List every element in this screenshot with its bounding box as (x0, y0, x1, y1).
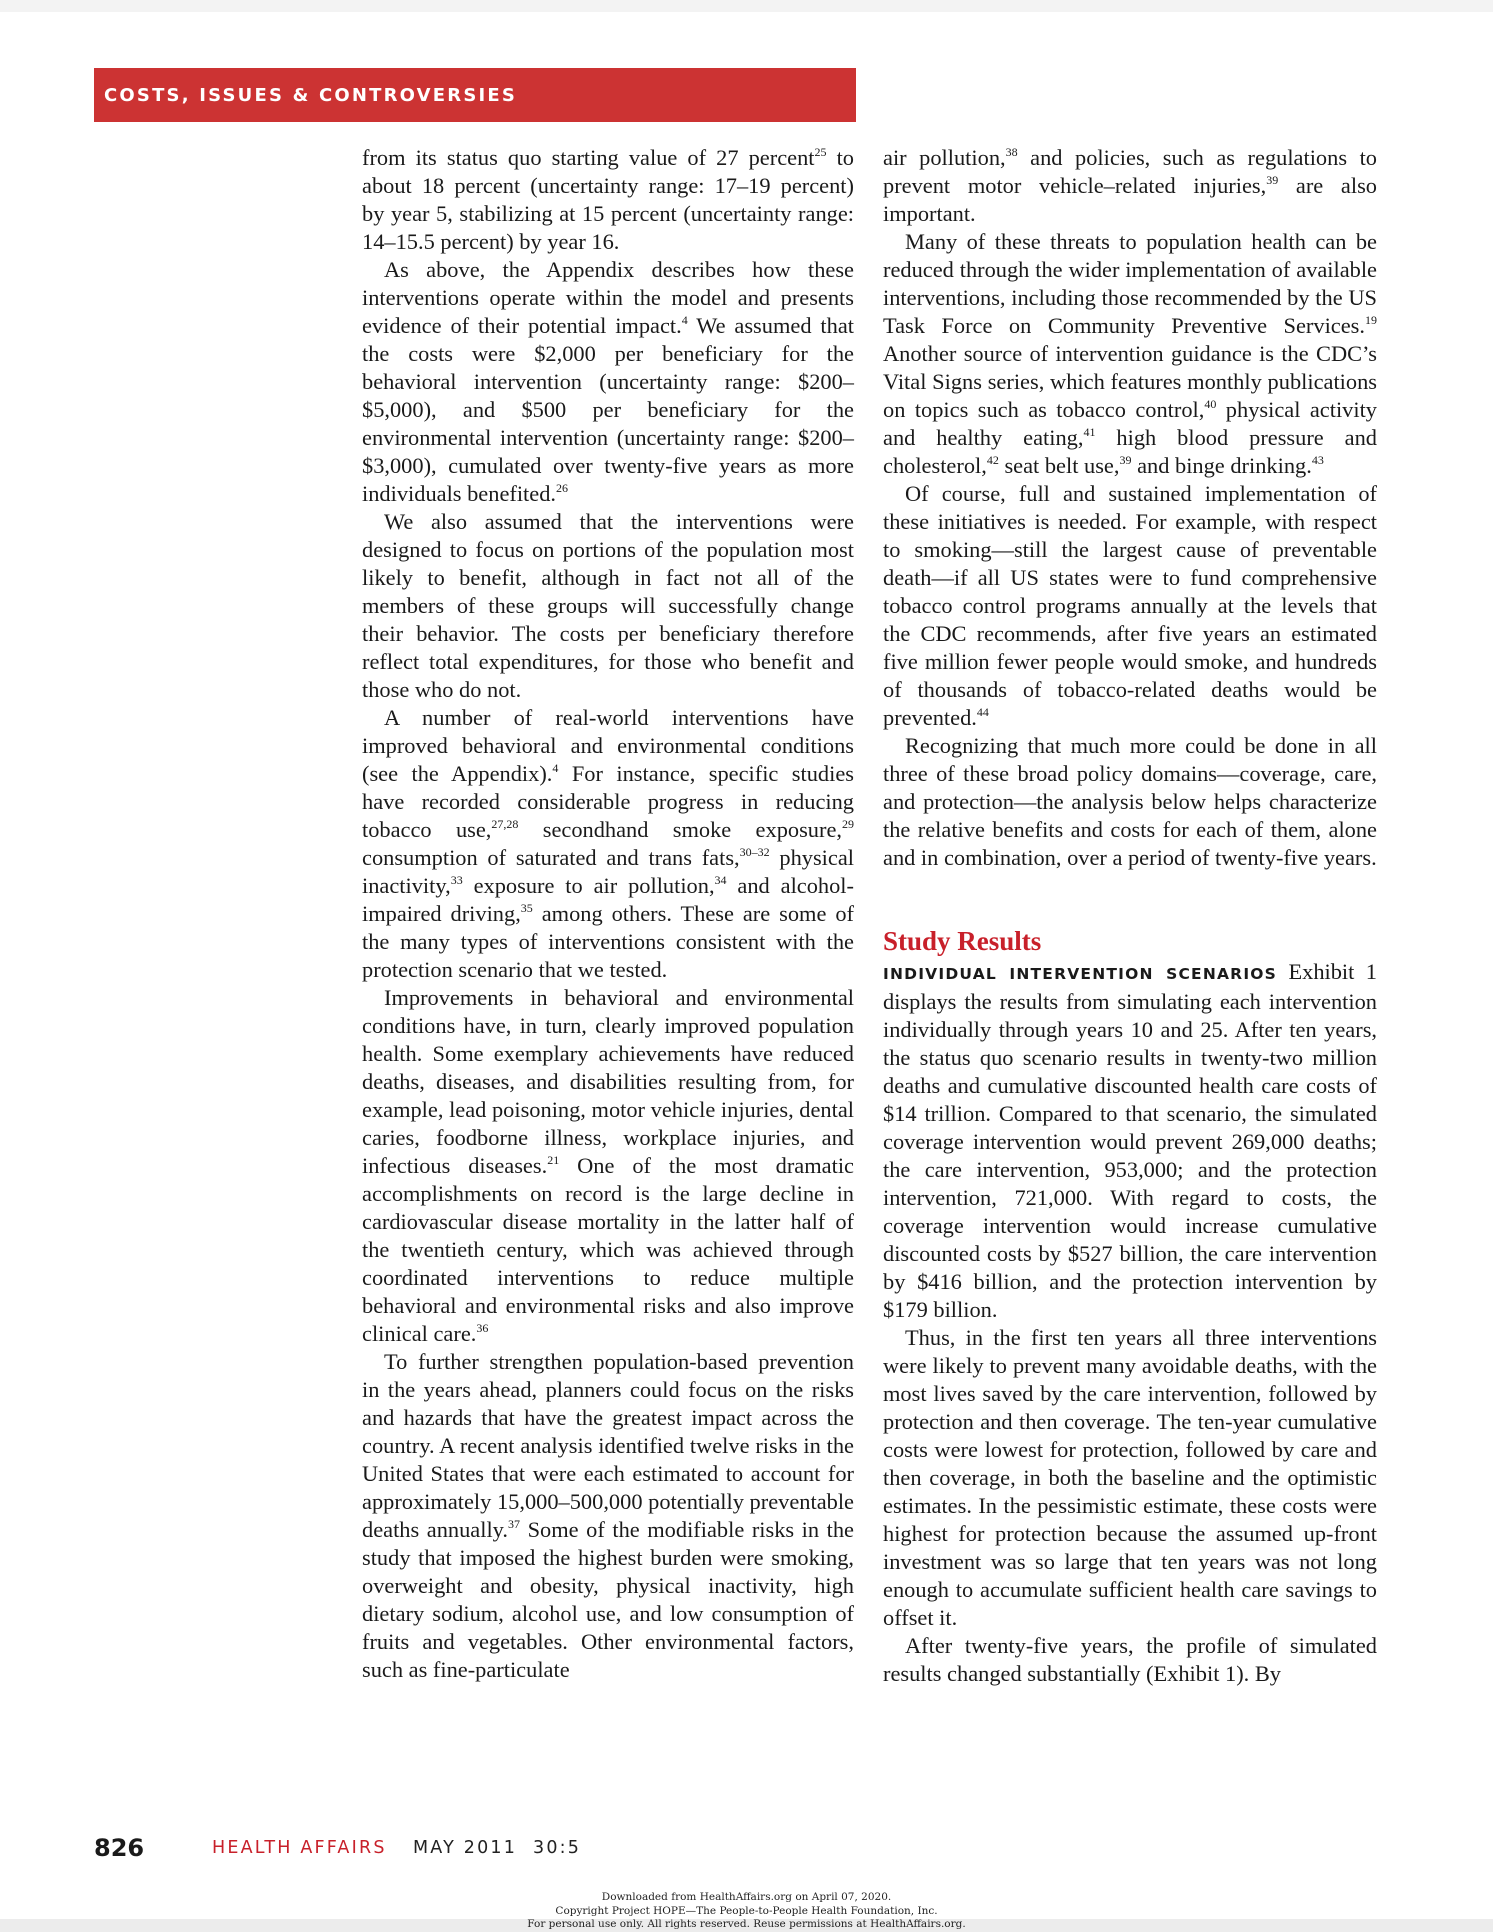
text-run: Thus, in the first ten years all three interventions were likely to prevent many avoidable deaths, with the most lives saved by the care intervention, followed by protection and then coverage. The ten-year cumulative costs were lowest for protection, followed by care and then coverage, in both the baseline and the optimistic estimates. In the pessimistic estimate, these costs were highest for protection because the assumed up-front investment was so large that ten years was not long enough to accumulate sufficient health care savings to offset it. (883, 1325, 1377, 1630)
text-run: physical activity and healthy eating, (883, 397, 1378, 450)
text-run: Exhibit 1 displays the results from simulating each intervention individually through years 10 and 25. After ten years, the status quo scenario results in twenty-two million deaths and cumulative discounted health care costs of $14 trillion. Compared to that scenario, the simulated coverage intervention would prevent 269,000 deaths; the care intervention, 953,000; and the protection intervention, 721,000. With regard to costs, the coverage intervention would increase cumulative discounted costs by $527 billion, the care intervention by $416 billion, and the protection intervention by $179 billion. (883, 959, 1377, 1322)
reference-superscript: 38 (1005, 145, 1018, 159)
paragraph (883, 144, 1377, 228)
text-run: to about 18 percent (uncertainty range: 17–19 percent) by year 5, stabilizing at 15 percent (uncertainty range: 14–15.5 percent) by year 16. (362, 145, 854, 254)
text-run: Of course, full and sustained implementation of these initiatives is needed. For example, with respect to smoking—still the largest cause of preventable death—if all US states were to fund comprehensive tobacco control programs annually at the levels that the CDC recommends, after five years an estimated five million fewer people would smoke, and hundreds of thousands of tobacco-related deaths would be prevented. (883, 481, 1377, 730)
download-notice-line: Downloaded from HealthAffairs.org on April 07, 2020. (601, 1891, 892, 1903)
reference-superscript: 19 (1365, 313, 1377, 327)
reference-superscript: 41 (1083, 425, 1096, 439)
text-run: For instance, specific studies have recorded considerable progress in reducing tobacco use, (362, 761, 854, 842)
text-run: and alcohol-impaired driving, (362, 873, 854, 926)
text-run: high blood pressure and cholesterol, (883, 425, 1378, 478)
section-banner (94, 68, 856, 122)
reference-superscript: 29 (842, 817, 854, 831)
paragraph (362, 144, 854, 256)
reference-superscript: 25 (814, 145, 827, 159)
page-number: 826 (94, 1834, 145, 1862)
text-run: seat belt use, (998, 453, 1120, 478)
text-run: Some of the modifiable risks in the study that imposed the highest burden were smoking, overweight and obesity, physical inactivity, high dietary sodium, alcohol use, and low consumption of fruits and vegetables. Other environmental factors, such as fine-particulate (362, 1517, 855, 1682)
text-run: A number of real-world interventions have improved behavioral and environmental conditions (see the Appendix). (362, 705, 854, 786)
right-column-bottom-paragraphs (883, 958, 1377, 1688)
left-text-column (362, 144, 854, 1684)
reference-superscript: 37 (508, 1517, 521, 1531)
study-results-heading: Study Results (883, 926, 1042, 956)
reference-superscript: 27,28 (491, 817, 519, 831)
paragraph (362, 508, 854, 704)
download-notice-line: Copyright Project HOPE—The People-to-People Health Foundation, Inc. (555, 1904, 938, 1917)
paragraph (362, 1348, 854, 1684)
download-notice-line: For personal use only. All rights reserved. Reuse permissions at HealthAffairs.org. (527, 1918, 966, 1930)
text-run: One of the most dramatic accomplishments on record is the large decline in cardiovascular disease mortality in the latter half of the twentieth century, which was achieved through coordinated interventions to reduce multiple behavioral and environmental risks and also improve clinical care. (362, 1153, 854, 1346)
text-run: from its status quo starting value of 27 percent (362, 145, 815, 170)
reference-superscript: 40 (1204, 397, 1217, 411)
text-run: and policies, such as regulations to prevent motor vehicle–related injuries, (883, 145, 1377, 198)
reference-superscript: 42 (986, 453, 999, 467)
issue-date: MAY 2011 (413, 1838, 518, 1858)
text-run: Recognizing that much more could be done in all three of these broad policy domains—coverage, care, and protection—the analysis below helps characterize the relative benefits and costs for each of them, alone and in combination, over a period of twenty-five years. (883, 733, 1377, 870)
text-run: Improvements in behavioral and environmental conditions have, in turn, clearly improved population health. Some exemplary achievements have reduced deaths, diseases, and disabilities resulting from, for example, lead poisoning, motor vehicle injuries, dental caries, foodborne illness, workplace injuries, and infectious diseases. (362, 985, 854, 1178)
right-column-top-paragraphs (883, 144, 1377, 872)
reference-superscript: 35 (520, 901, 533, 915)
reference-superscript: 36 (476, 1321, 489, 1335)
text-run: To further strengthen population-based prevention in the years ahead, planners could focus on the risks and hazards that have the greatest impact across the country. A recent analysis identified twelve risks in the United States that were each estimated to account for approximately 15,000–500,000 potentially preventable deaths annually. (362, 1349, 854, 1542)
download-notice (0, 1891, 1493, 1932)
paragraph (883, 732, 1377, 872)
reference-superscript: 26 (556, 481, 569, 495)
reference-superscript: 44 (976, 705, 989, 719)
text-run: After twenty-five years, the profile of simulated results changed substantially (Exhibit 1). By (883, 1633, 1377, 1686)
reference-superscript: 39 (1119, 453, 1132, 467)
paragraph (883, 1324, 1377, 1632)
reference-superscript: 39 (1266, 173, 1279, 187)
text-run: We also assumed that the interventions were designed to focus on portions of the population most likely to benefit, although in fact not all of the members of these groups will successfully change their behavior. The costs per beneficiary therefore reflect total expenditures, for those who benefit and those who do not. (362, 509, 854, 702)
text-run: Another source of intervention guidance is the CDC’s Vital Signs series, which features monthly publications on topics such as tobacco control, (883, 341, 1377, 422)
text-run: air pollution, (883, 145, 1006, 170)
journal-name: HEALTH AFFAIRS (212, 1838, 387, 1858)
text-run: are also important. (883, 173, 1377, 226)
reference-superscript: 4 (681, 313, 688, 327)
text-run: physical inactivity, (362, 845, 854, 898)
paragraph (883, 958, 1377, 1324)
text-run: and binge drinking. (1131, 453, 1312, 478)
text-run: We assumed that the costs were $2,000 per beneficiary for the behavioral intervention (uncertainty range: $200–$5,000), and $500 per beneficiary for the environmental intervention (uncertainty range: $200–$3,000), cumulated over twenty-five years as more individuals benefited. (362, 313, 854, 506)
paragraph (883, 1632, 1377, 1688)
text-run: exposure to air pollution, (462, 873, 715, 898)
paragraph (362, 256, 854, 508)
reference-superscript: 34 (714, 873, 727, 887)
runin-heading: INDIVIDUAL INTERVENTION SCENARIOS (883, 965, 1278, 983)
text-run: Many of these threats to population health can be reduced through the wider implementation of available interventions, including those recommended by the US Task Force on Community Preventive Services. (883, 229, 1377, 338)
reference-superscript: 30–32 (739, 845, 770, 859)
paragraph (883, 228, 1377, 480)
section-label: COSTS, ISSUES & CONTROVERSIES (104, 84, 518, 106)
text-run: consumption of saturated and trans fats, (362, 845, 740, 870)
paragraph (362, 984, 854, 1348)
reference-superscript: 33 (450, 873, 463, 887)
text-run: As above, the Appendix describes how these interventions operate within the model and presents evidence of their potential impact. (362, 257, 854, 338)
reference-superscript: 4 (552, 761, 559, 775)
text-run: among others. These are some of the many types of interventions consistent with the protection scenario that we tested. (362, 901, 854, 982)
reference-superscript: 21 (547, 1153, 560, 1167)
right-text-column (883, 144, 1377, 1688)
text-run: secondhand smoke exposure, (518, 817, 842, 842)
paragraph (883, 480, 1377, 732)
paragraph (362, 704, 854, 984)
issue-volume: 30:5 (533, 1838, 582, 1858)
reference-superscript: 43 (1311, 453, 1324, 467)
